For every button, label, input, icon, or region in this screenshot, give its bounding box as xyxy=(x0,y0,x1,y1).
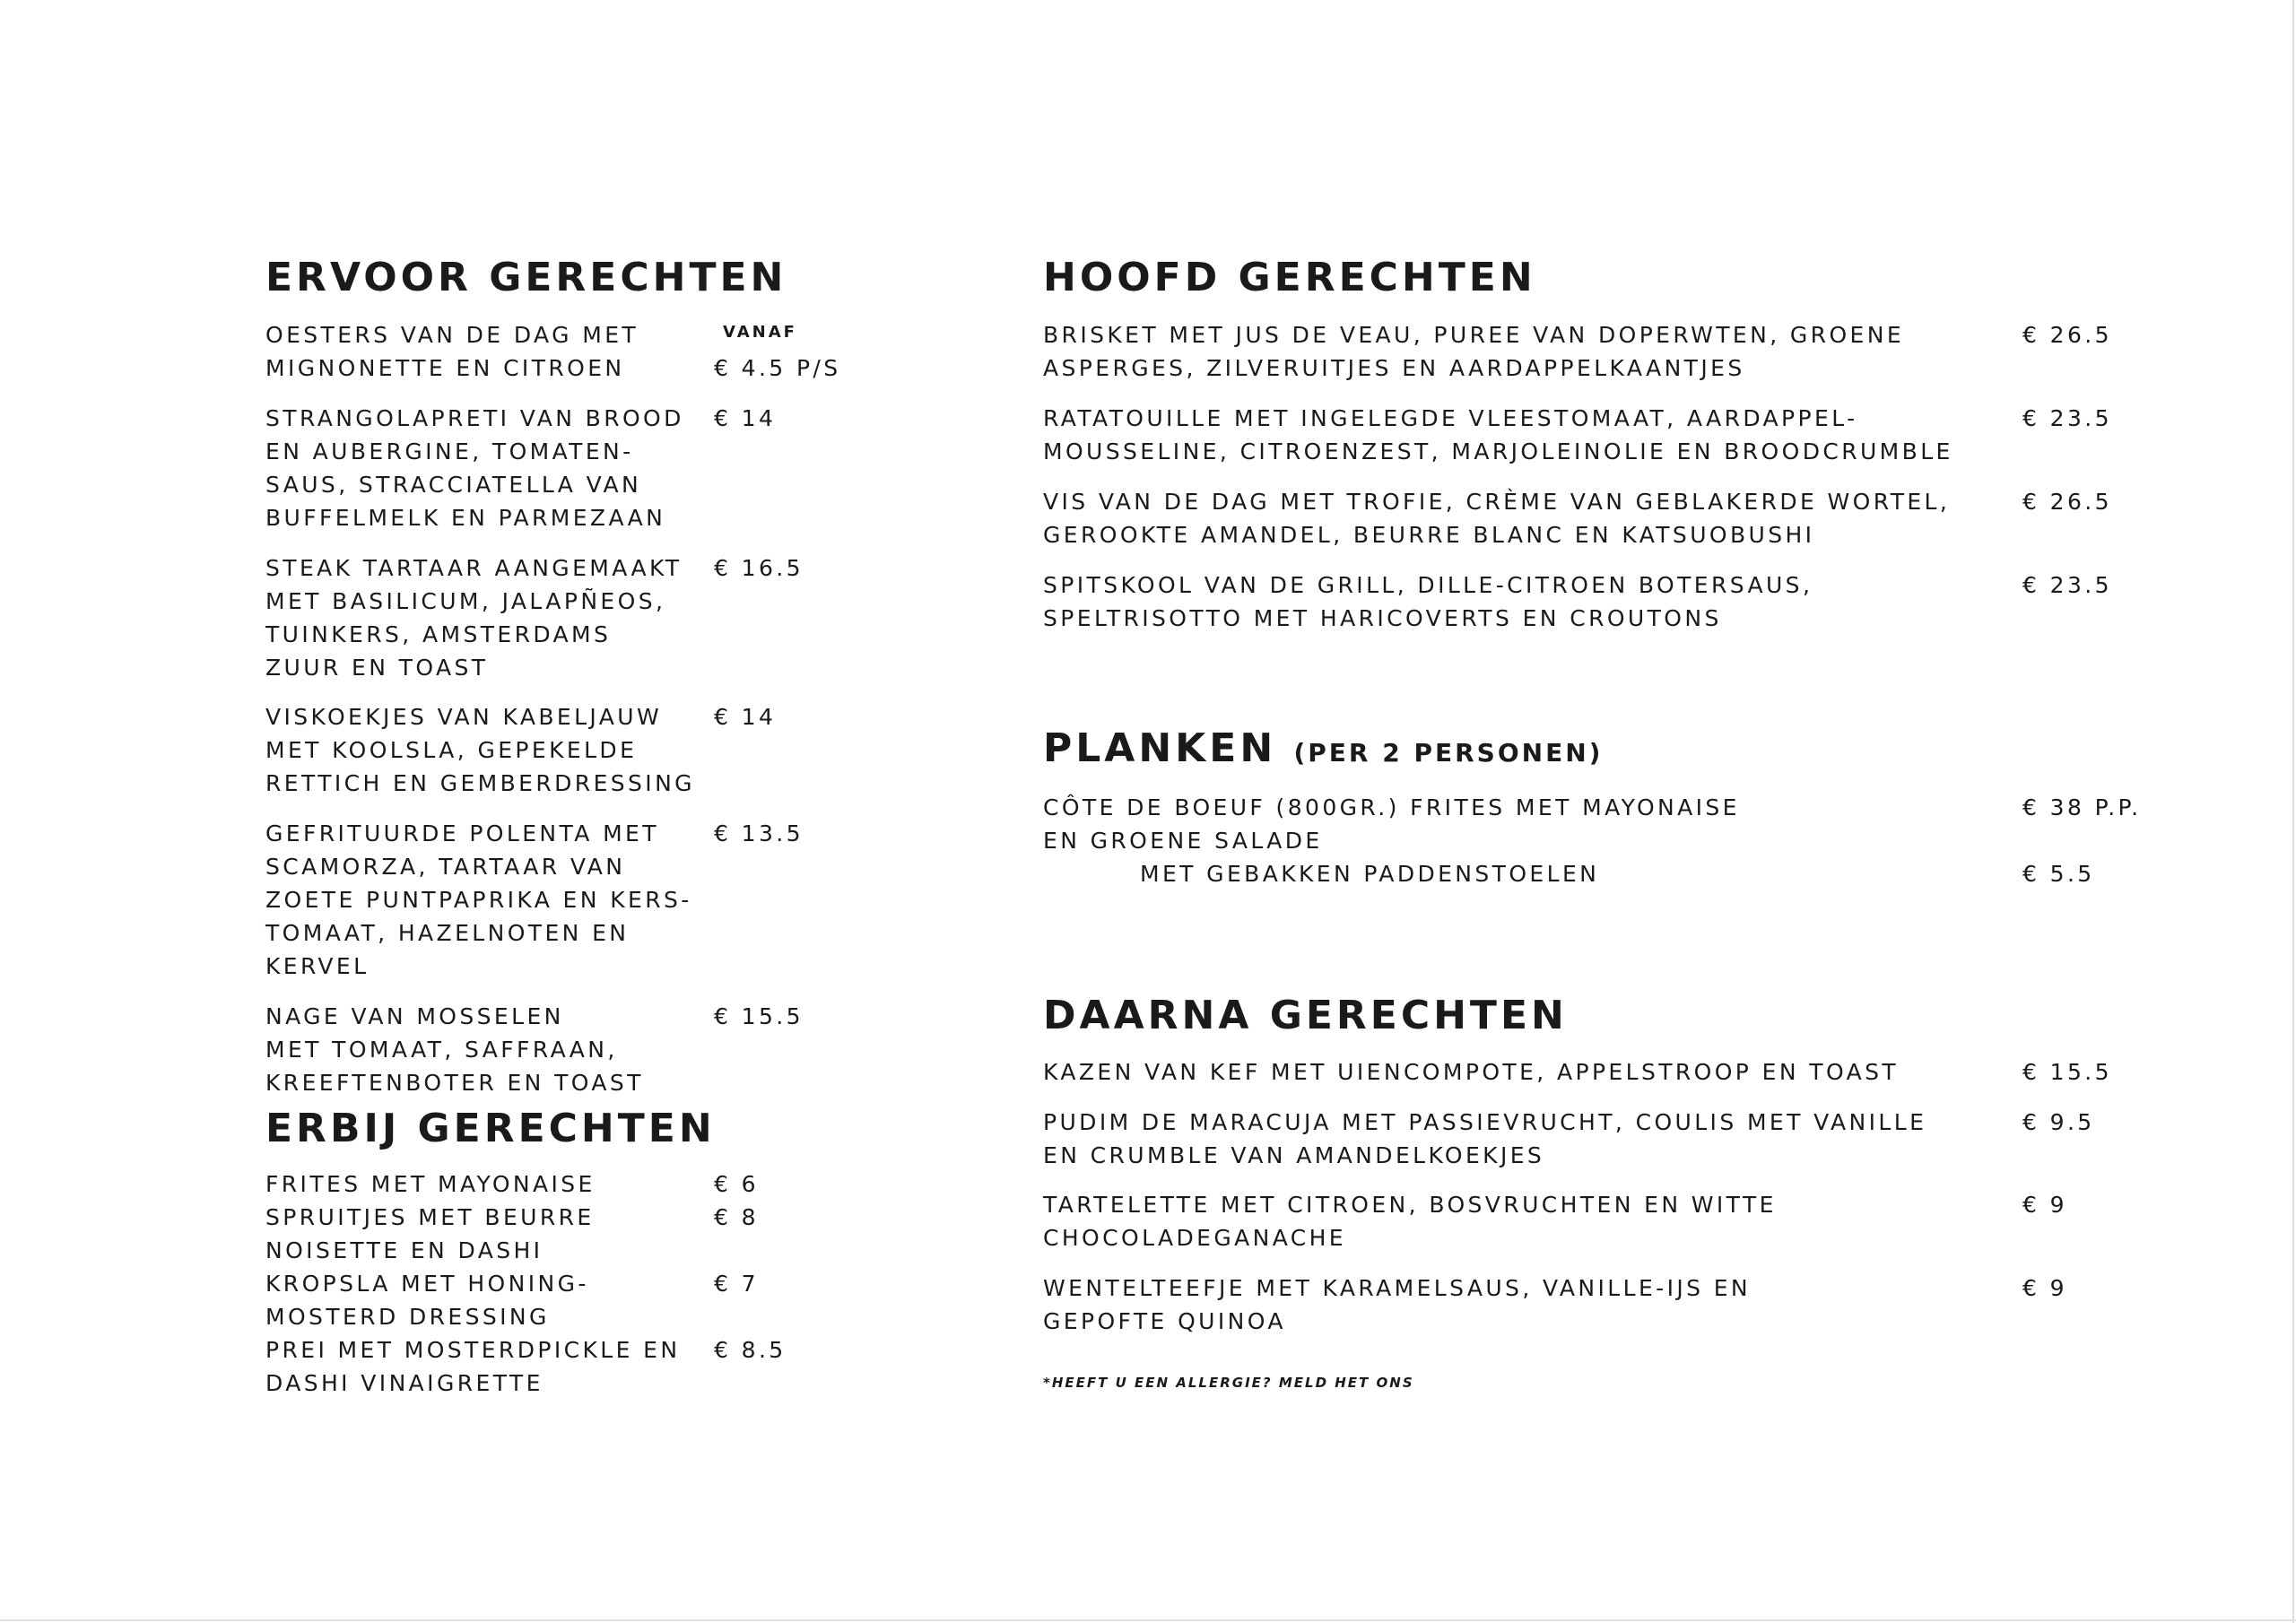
item-price: € 26.5 xyxy=(2022,489,2112,515)
item-line: SCAMORZA, TARTAAR VAN xyxy=(265,854,626,880)
daarna-heading: DAARNA GERECHTEN xyxy=(1043,993,1568,1038)
item-line: EN CRUMBLE VAN AMANDELKOEKJES xyxy=(1043,1142,1545,1168)
item-line: MET KOOLSLA, GEPEKELDE xyxy=(265,737,638,763)
item-line: MET GEBAKKEN PADDENSTOELEN xyxy=(1140,861,1600,887)
item-price: € 14 xyxy=(714,405,777,431)
item-price: € 23.5 xyxy=(2022,572,2112,598)
item-line: OESTERS VAN DE DAG MET xyxy=(265,322,639,348)
item-price: € 8.5 xyxy=(714,1337,787,1363)
item-price: € 8 xyxy=(714,1204,759,1230)
item-price: € 38 P.P. xyxy=(2022,794,2142,820)
vanaf-label: VANAF xyxy=(723,323,797,342)
item-line: ASPERGES, ZILVERUITJES EN AARDAPPELKAANTJES xyxy=(1043,355,1745,381)
erbij-heading: ERBIJ GERECHTEN xyxy=(265,1106,716,1151)
item-line: MOSTERD DRESSING xyxy=(265,1304,550,1330)
item-line: SPELTRISOTTO MET HARICOVERTS EN CROUTONS xyxy=(1043,605,1722,631)
planken-heading xyxy=(1043,726,1603,776)
ervoor-heading: ERVOOR GERECHTEN xyxy=(265,255,787,300)
item-line: RETTICH EN GEMBERDRESSING xyxy=(265,770,695,796)
item-price: € 13.5 xyxy=(714,820,804,846)
item-price: € 7 xyxy=(714,1271,759,1297)
item-line: EN AUBERGINE, TOMATEN- xyxy=(265,438,634,464)
item-price: € 6 xyxy=(714,1171,759,1197)
item-line: SAUS, STRACCIATELLA VAN xyxy=(265,472,642,498)
item-line: KAZEN VAN KEF MET UIENCOMPOTE, APPELSTROOP EN TOAST xyxy=(1043,1059,1900,1085)
item-line: BUFFELMELK EN PARMEZAAN xyxy=(265,505,666,531)
item-line: DASHI VINAIGRETTE xyxy=(265,1370,544,1396)
item-line: SPITSKOOL VAN DE GRILL, DILLE-CITROEN BOTERSAUS, xyxy=(1043,572,1813,598)
item-line: VISKOEKJES VAN KABELJAUW xyxy=(265,704,663,730)
item-price: € 23.5 xyxy=(2022,405,2112,431)
item-line: PREI MET MOSTERDPICKLE EN xyxy=(265,1337,681,1363)
page-edge-right xyxy=(2292,0,2294,1623)
item-line: GEROOKTE AMANDEL, BEURRE BLANC EN KATSUOBUSHI xyxy=(1043,522,1815,548)
item-price: € 15.5 xyxy=(2022,1059,2112,1085)
item-line: NOISETTE EN DASHI xyxy=(265,1237,544,1263)
item-line: WENTELTEEFJE MET KARAMELSAUS, VANILLE-IJS EN xyxy=(1043,1275,1752,1301)
item-price: € 5.5 xyxy=(2022,861,2095,887)
item-line: FRITES MET MAYONAISE xyxy=(265,1171,596,1197)
page-edge-bottom xyxy=(0,1619,2296,1621)
item-price: € 9.5 xyxy=(2022,1109,2095,1135)
item-line: KERVEL xyxy=(265,953,370,979)
item-price: € 4.5 P/S xyxy=(714,355,841,381)
item-price: € 26.5 xyxy=(2022,322,2112,348)
item-line: MET TOMAAT, SAFFRAAN, xyxy=(265,1037,618,1063)
item-line: MET BASILICUM, JALAPÑEOS, xyxy=(265,588,666,614)
item-line: NAGE VAN MOSSELEN xyxy=(265,1003,564,1029)
item-line: CÔTE DE BOEUF (800GR.) FRITES MET MAYONAISE xyxy=(1043,794,1740,820)
item-line: TOMAAT, HAZELNOTEN EN xyxy=(265,920,630,946)
item-line: KREEFTENBOTER EN TOAST xyxy=(265,1070,644,1096)
item-line: SPRUITJES MET BEURRE xyxy=(265,1204,595,1230)
item-line: EN GROENE SALADE xyxy=(1043,828,1323,854)
item-price: € 15.5 xyxy=(714,1003,804,1029)
item-line: KROPSLA MET HONING- xyxy=(265,1271,589,1297)
item-line: STRANGOLAPRETI VAN BROOD xyxy=(265,405,684,431)
item-line: TARTELETTE MET CITROEN, BOSVRUCHTEN EN WITTE xyxy=(1043,1192,1777,1218)
item-line: TUINKERS, AMSTERDAMS xyxy=(265,621,612,647)
item-price: € 16.5 xyxy=(714,555,804,581)
item-line: STEAK TARTAAR AANGEMAAKT xyxy=(265,555,683,581)
item-line: ZOETE PUNTPAPRIKA EN KERS- xyxy=(265,887,692,913)
hoofd-heading: HOOFD GERECHTEN xyxy=(1043,255,1536,300)
allergy-note: *HEEFT U EEN ALLERGIE? MELD HET ONS xyxy=(1043,1375,1414,1391)
item-line: GEPOFTE QUINOA xyxy=(1043,1308,1286,1334)
item-line: RATATOUILLE MET INGELEGDE VLEESTOMAAT, AARDAPPEL- xyxy=(1043,405,1858,431)
item-line: VIS VAN DE DAG MET TROFIE, CRÈME VAN GEBLAKERDE WORTEL, xyxy=(1043,489,1951,515)
item-line: MIGNONETTE EN CITROEN xyxy=(265,355,625,381)
item-line: GEFRITUURDE POLENTA MET xyxy=(265,820,659,846)
item-line: CHOCOLADEGANACHE xyxy=(1043,1225,1347,1251)
item-price: € 14 xyxy=(714,704,777,730)
item-price: € 9 xyxy=(2022,1275,2067,1301)
planken-title: PLANKEN xyxy=(1043,725,1277,771)
item-line: MOUSSELINE, CITROENZEST, MARJOLEINOLIE EN BROODCRUMBLE xyxy=(1043,438,1953,464)
item-line: BRISKET MET JUS DE VEAU, PUREE VAN DOPERWTEN, GROENE xyxy=(1043,322,1905,348)
item-price: € 9 xyxy=(2022,1192,2067,1218)
item-line: PUDIM DE MARACUJA MET PASSIEVRUCHT, COULIS MET VANILLE xyxy=(1043,1109,1927,1135)
item-line: ZUUR EN TOAST xyxy=(265,655,489,681)
planken-subtitle: (PER 2 PERSONEN) xyxy=(1293,738,1604,768)
